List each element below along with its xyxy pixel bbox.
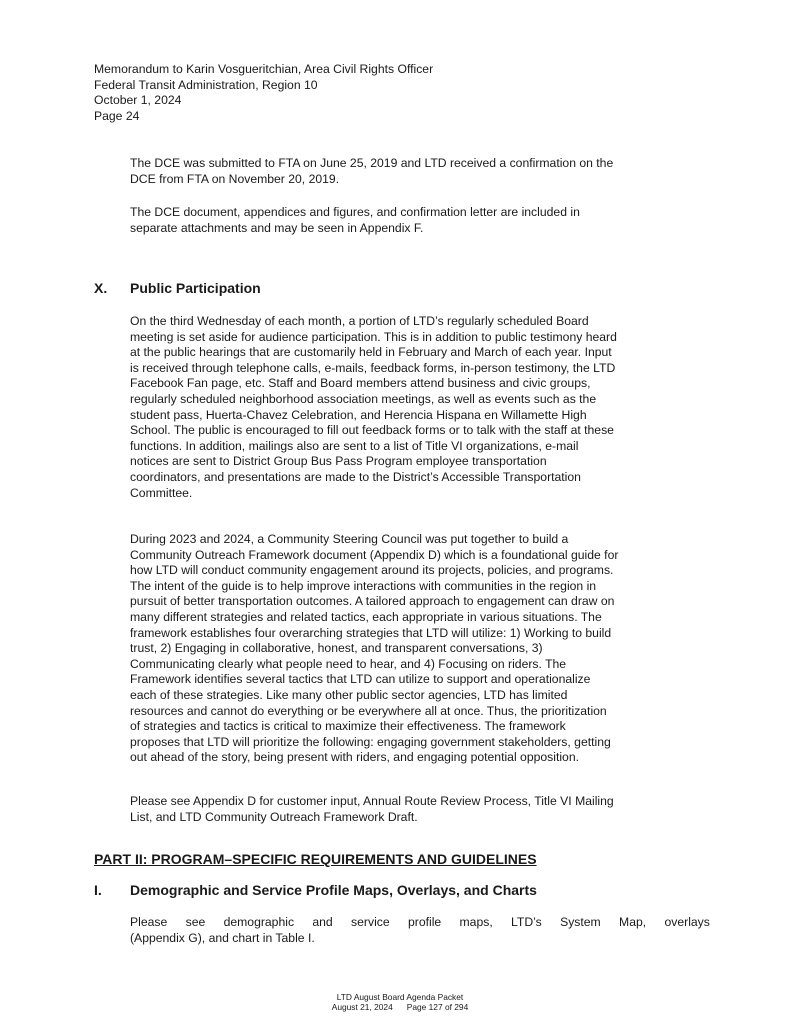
footer-packet-title: LTD August Board Agenda Packet: [336, 992, 464, 1002]
memo-agency: Federal Transit Administration, Region 10: [94, 77, 318, 92]
footer-date-page: [0, 1002, 800, 1012]
section-x-heading: [94, 280, 261, 297]
memo-recipient: Memorandum to Karin Vosgueritchian, Area Civil Rights Officer: [94, 62, 434, 76]
section-i-heading: [94, 882, 537, 899]
section-x-number: X.: [94, 280, 108, 296]
part-ii-heading: PART II: PROGRAM–SPECIFIC REQUIREMENTS AND GUIDELINES: [94, 851, 537, 867]
section-i-line-1: Please see demographic and service profile maps, LTD’s System Map, overlays: [130, 915, 710, 929]
page-footer: [0, 992, 800, 1012]
memo-page: Page 24: [94, 108, 140, 123]
footer-date: August 21, 2024: [331, 1002, 393, 1012]
section-i-paragraph: [130, 915, 710, 946]
memo-date: October 1, 2024: [94, 93, 182, 108]
section-i-line-2: (Appendix G), and chart in Table I.: [130, 930, 315, 945]
public-participation-paragraph-1: On the third Wednesday of each month, a portion of LTD’s regularly scheduled Board meeting is set aside for audience participation. This is in addition to public testimony heard at the public hearings that are customarily held in February and March of each year. Input is received through telephone calls, e-mails, feedback forms, in-person testimony, the LTD Facebook Fan page, etc. Staff and Board members attend business and civic groups, regularly scheduled neighborhood association meetings, as well as events such as the student pass, Huerta-Chavez Celebration, and Herencia Hispana en Willamette High School. The public is encouraged to fill out feedback forms or to talk with the staff at these functions. In addition, mailings also are sent to a list of Title VI organizations, e-mail notices are sent to District Group Bus Pass Program employee transportation coordinators, and presentations are made to the District’s Accessible Transportation Committee.: [130, 314, 617, 500]
section-i-title: Demographic and Service Profile Maps, Overlays, and Charts: [130, 882, 537, 898]
dce-paragraph-1: The DCE was submitted to FTA on June 25, 2019 and LTD received a confirmation on the DCE from FTA on November 20, 2019.: [130, 156, 614, 186]
public-participation-paragraph-3: Please see Appendix D for customer input, Annual Route Review Process, Title VI Mailing List, and LTD Community Outreach Framework Draft.: [130, 794, 614, 824]
section-x-title: Public Participation: [130, 280, 261, 296]
footer-page-number: Page 127 of 294: [406, 1002, 469, 1012]
memo-header: [94, 62, 433, 124]
section-i-number: I.: [94, 882, 102, 898]
dce-paragraph-2: The DCE document, appendices and figures, and confirmation letter are included in separate attachments and may be seen in Appendix F.: [130, 205, 580, 235]
public-participation-paragraph-2: During 2023 and 2024, a Community Steering Council was put together to build a Community Outreach Framework document (Appendix D) which is a foundational guide for how LTD will conduct community engagement around its projects, policies, and programs. The intent of the guide is to help improve interactions with communities in the region in pursuit of better transportation outcomes. A tailored approach to engagement can draw on many different strategies and related tactics, each appropriate in various situations. The framework establishes four overarching strategies that LTD will utilize: 1) Working to build trust, 2) Engaging in collaborative, honest, and transparent conversations, 3) Communicating clearly what people need to hear, and 4) Focusing on riders. The Framework identifies several tactics that LTD can utilize to support and operationalize each of these strategies. Like many other public sector agencies, LTD has limited resources and cannot do everything or be everywhere all at once. Thus, the prioritization of strategies and tactics is critical to maximize their effectiveness. The framework proposes that LTD will prioritize the following: engaging government stakeholders, getting out ahead of the story, being present with riders, and engaging potential opposition.: [130, 532, 619, 765]
